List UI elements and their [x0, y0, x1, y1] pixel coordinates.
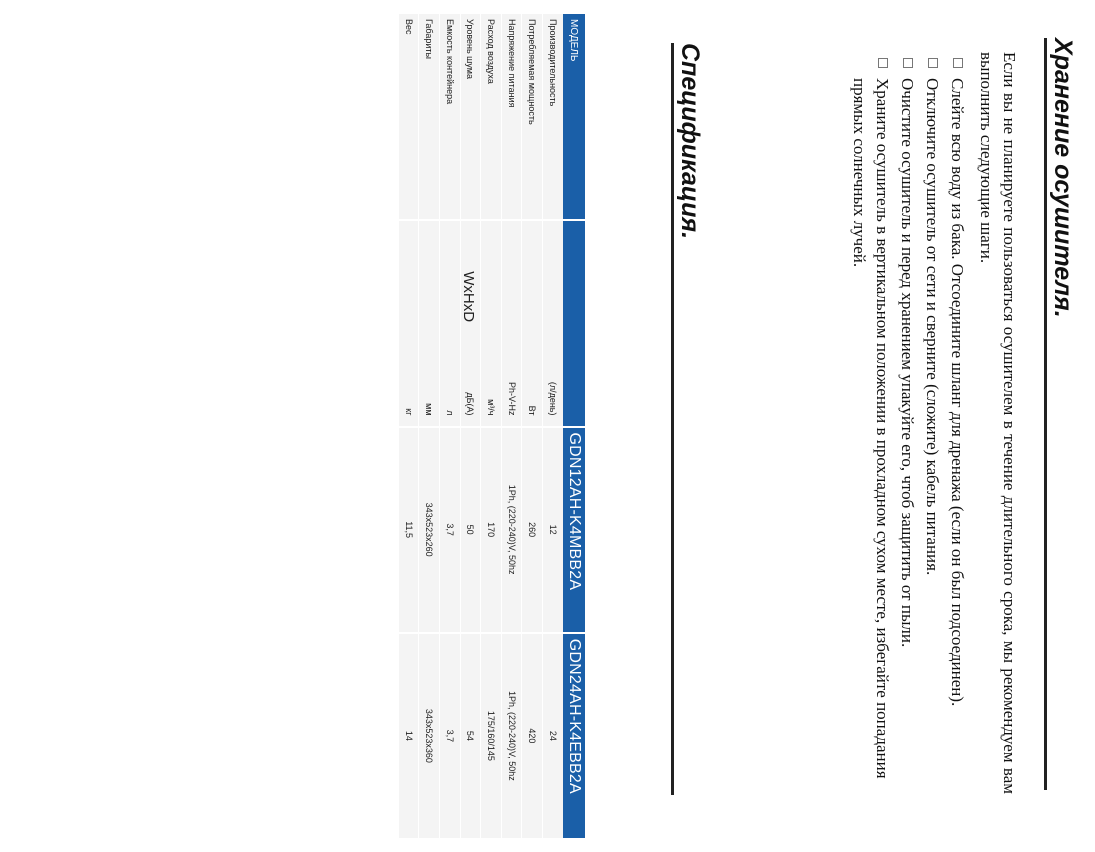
list-item: Храните осушитель в вертикальном положении в прохладном сухом месте, избегайте попадания прямых солнечных лучей.: [848, 52, 894, 794]
row-value-model-1: 3,7: [439, 427, 460, 633]
row-unit: м³/ч: [481, 220, 502, 426]
dims-label: WxHxD: [459, 271, 477, 323]
row-value-model-1: 343x523x260: [419, 427, 440, 633]
row-value-model-1: 170: [481, 427, 502, 633]
row-value-model-2: 343x523x360: [419, 633, 440, 839]
row-value-model-1: 1Ph, (220-240)V, 50hz: [501, 427, 522, 633]
storage-steps-list: [846, 52, 969, 794]
row-param: Расход воздуха: [481, 14, 502, 220]
header-model-label: МОДЕЛЬ: [563, 14, 585, 220]
row-value-model-2: 14: [398, 633, 419, 839]
row-param: Вес: [398, 14, 419, 220]
row-param: Потребляемая мощность: [522, 14, 543, 220]
table-row: [522, 14, 543, 839]
header-model-2: GDN24AH-K4EBB2A: [563, 633, 585, 839]
header-model-1: GDN12AH-K4MBB2A: [563, 427, 585, 633]
table-row: [439, 14, 460, 839]
row-value-model-2: 1Ph, (220-240)V, 50hz: [501, 633, 522, 839]
checkbox-bullet-icon: [928, 58, 938, 68]
list-item: Очистите осушитель и перед хранением упакуйте его, чтоб защитить от пыли.: [896, 52, 919, 794]
table-row: [460, 14, 481, 839]
row-param: Напряжение питания: [501, 14, 522, 220]
spec-table: [398, 14, 585, 840]
storage-intro: Если вы не планируете пользоваться осушителем в течение длительного срока, мы рекомендуем вам выполнить следующие шаги.: [977, 52, 1019, 794]
row-param: Производительность: [542, 14, 563, 220]
row-value-model-1: 12: [542, 427, 563, 633]
row-value-model-1: 11,5: [398, 427, 419, 633]
table-row: [398, 14, 419, 839]
row-unit: Вт: [522, 220, 543, 426]
row-value-model-2: 175/160/145: [481, 633, 502, 839]
list-item: Слейте всю воду из бака. Отсоедините шланг для дренажа (если он был подсоединен).: [946, 52, 969, 794]
row-value-model-2: 24: [542, 633, 563, 839]
row-value-model-1: 50: [460, 427, 481, 633]
row-param: Габариты: [419, 14, 440, 220]
list-item: Отключите осушитель от сети и сверните (сложите) кабель питания.: [921, 52, 944, 794]
storage-heading: Хранение осушителя.: [1044, 38, 1077, 790]
checkbox-bullet-icon: [953, 58, 963, 68]
row-unit: л: [439, 220, 460, 426]
spec-heading: Спецификация.: [671, 43, 704, 795]
row-value-model-2: 420: [522, 633, 543, 839]
row-param: Емкость контейнера: [439, 14, 460, 220]
row-unit: WxHxD мм: [419, 220, 440, 426]
table-row: [419, 14, 440, 839]
table-row: [481, 14, 502, 839]
checkbox-bullet-icon: [903, 58, 913, 68]
row-value-model-2: 54: [460, 633, 481, 839]
row-unit: дБ(А): [460, 220, 481, 426]
header-unit: [563, 220, 585, 426]
row-param: Уровень шума: [460, 14, 481, 220]
row-value-model-1: 260: [522, 427, 543, 633]
table-header-row: [563, 14, 585, 839]
row-unit: кг: [398, 220, 419, 426]
table-row: [501, 14, 522, 839]
row-unit: Ph-V-Hz: [501, 220, 522, 426]
row-value-model-2: 3,7: [439, 633, 460, 839]
checkbox-bullet-icon: [878, 58, 888, 68]
table-row: [542, 14, 563, 839]
row-unit: (л/день): [542, 220, 563, 426]
